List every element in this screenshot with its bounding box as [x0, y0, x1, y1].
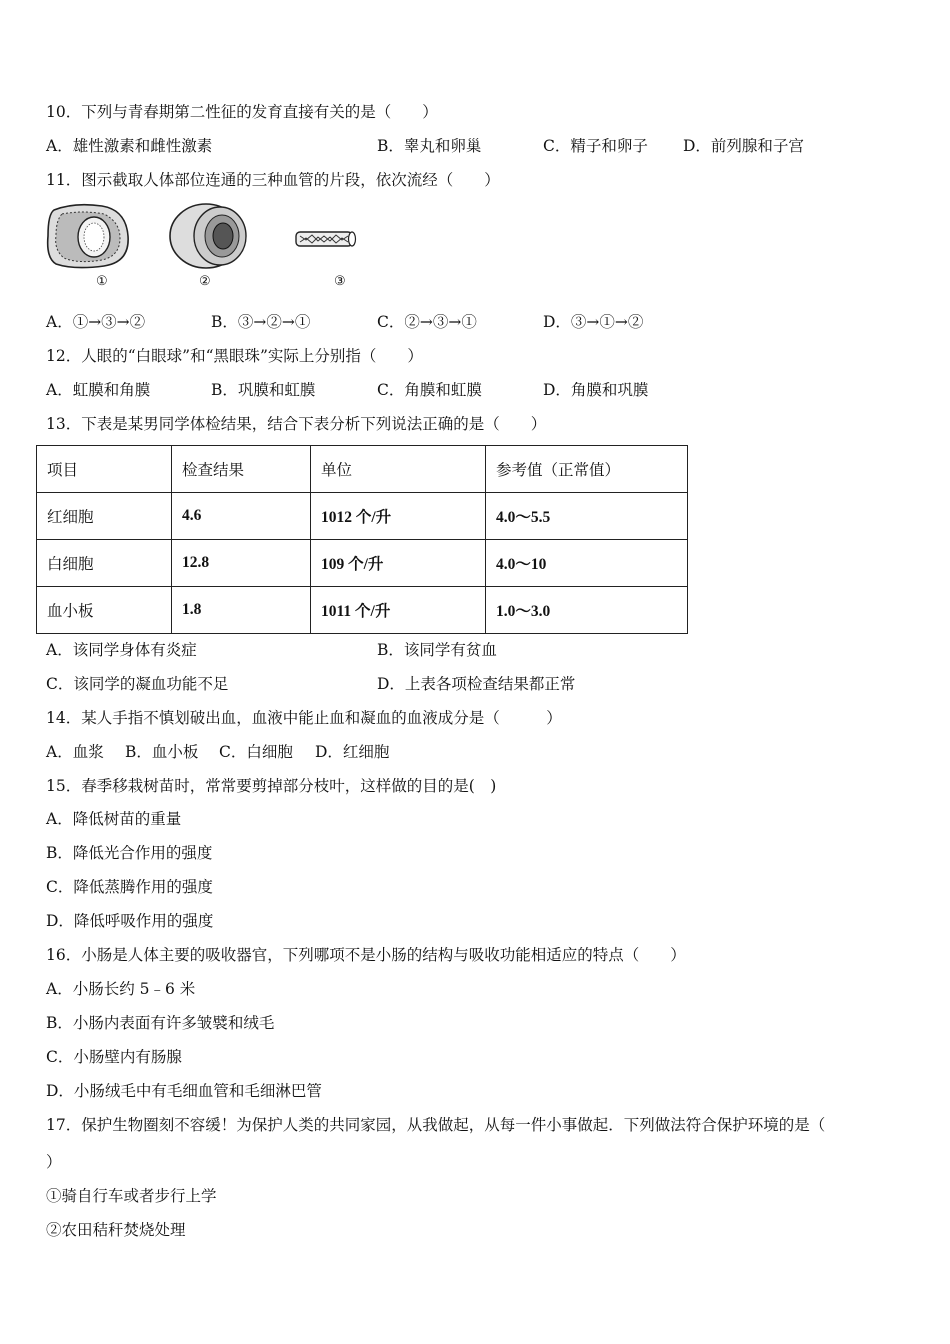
cell-reference: 1.0～3.0: [486, 587, 688, 634]
q13-option-d: D．上表各项检查结果都正常: [377, 675, 576, 693]
q10-option-d: D．前列腺和子宫: [683, 137, 804, 155]
cell-unit: 1011 个/升: [311, 587, 486, 634]
table-row: [37, 493, 688, 540]
artery-cross-section-figure: [44, 200, 134, 272]
q10-option-a: A．雄性激素和雌性激素: [46, 137, 213, 155]
q16-option-d: D．小肠绒毛中有毛细血管和毛细淋巴管: [46, 1082, 322, 1100]
q15-option-c: C．降低蒸腾作用的强度: [46, 878, 213, 896]
capillary-figure: [294, 228, 358, 252]
q13-stem: 13．下表是某男同学体检结果，结合下表分析下列说法正确的是（ ）: [46, 415, 547, 433]
q12-option-a: A．虹膜和角膜: [46, 381, 151, 399]
q15-option-a: A．降低树苗的重量: [46, 810, 182, 828]
header-item: 项目: [37, 446, 172, 493]
q15-option-d: D．降低呼吸作用的强度: [46, 912, 214, 930]
q10-option-b: B．睾丸和卵巢: [377, 137, 482, 155]
q17-item-2: ②农田秸秆焚烧处理: [46, 1221, 186, 1239]
cell-reference: 4.0～10: [486, 540, 688, 587]
q11-option-d: D．③→①→②: [543, 313, 644, 331]
header-result: 检查结果: [172, 446, 311, 493]
cell-reference: 4.0～5.5: [486, 493, 688, 540]
q17-item-1: ①骑自行车或者步行上学: [46, 1187, 217, 1205]
q16-option-a: A．小肠长约 5﹣6 米: [46, 980, 196, 998]
cell-result: 1.8: [172, 587, 311, 634]
q14-option-a: A．血浆: [46, 743, 104, 761]
q15-option-b: B．降低光合作用的强度: [46, 844, 213, 862]
cell-item: 白细胞: [37, 540, 172, 587]
q14-stem: 14．某人手指不慎划破出血，血液中能止血和凝血的血液成分是（ ）: [46, 709, 562, 727]
q12-option-b: B．巩膜和虹膜: [211, 381, 316, 399]
exam-results-table: [36, 445, 688, 634]
cell-unit: 1012 个/升: [311, 493, 486, 540]
q16-option-c: C．小肠壁内有肠腺: [46, 1048, 182, 1066]
q17-stem: 17．保护生物圈刻不容缓！为保护人类的共同家园，从我做起，从每一件小事做起．下列做法符合保护环境的是（: [46, 1116, 826, 1134]
q17-stem-continuation: ）: [46, 1153, 62, 1171]
figure-caption-2: ②: [199, 274, 211, 289]
q13-option-c: C．该同学的凝血功能不足: [46, 675, 229, 693]
cell-result: 12.8: [172, 540, 311, 587]
vein-cross-section-figure: [166, 200, 256, 272]
q14-option-c: C．白细胞: [219, 743, 293, 761]
q11-option-c: C．②→③→①: [377, 313, 477, 331]
figure-caption-1: ①: [96, 274, 108, 289]
header-reference: 参考值（正常值）: [486, 446, 688, 493]
table-row: [37, 587, 688, 634]
q12-option-d: D．角膜和巩膜: [543, 381, 649, 399]
q15-stem: 15．春季移栽树苗时，常常要剪掉部分枝叶，这样做的目的是( ): [46, 777, 497, 795]
q14-option-d: D．红细胞: [315, 743, 390, 761]
q11-option-a: A．①→③→②: [46, 313, 146, 331]
cell-item: 血小板: [37, 587, 172, 634]
q10-option-c: C．精子和卵子: [543, 137, 648, 155]
table-row: [37, 540, 688, 587]
cell-result: 4.6: [172, 493, 311, 540]
q11-stem: 11．图示截取人体部位连通的三种血管的片段，依次流经（ ）: [46, 171, 500, 189]
q13-option-b: B．该同学有贫血: [377, 641, 497, 659]
q12-stem: 12．人眼的“白眼球”和“黑眼珠”实际上分别指（ ）: [46, 347, 423, 365]
q11-option-b: B．③→②→①: [211, 313, 311, 331]
figure-caption-3: ③: [334, 274, 346, 289]
q12-option-c: C．角膜和虹膜: [377, 381, 482, 399]
q10-stem: 10．下列与青春期第二性征的发育直接有关的是（ ）: [46, 103, 438, 121]
q13-option-a: A．该同学身体有炎症: [46, 641, 197, 659]
cell-unit: 109 个/升: [311, 540, 486, 587]
q16-stem: 16．小肠是人体主要的吸收器官，下列哪项不是小肠的结构与吸收功能相适应的特点（ ）: [46, 946, 686, 964]
q16-option-b: B．小肠内表面有许多皱襞和绒毛: [46, 1014, 275, 1032]
q14-option-b: B．血小板: [125, 743, 199, 761]
table-header-row: [37, 446, 688, 493]
header-unit: 单位: [311, 446, 486, 493]
cell-item: 红细胞: [37, 493, 172, 540]
